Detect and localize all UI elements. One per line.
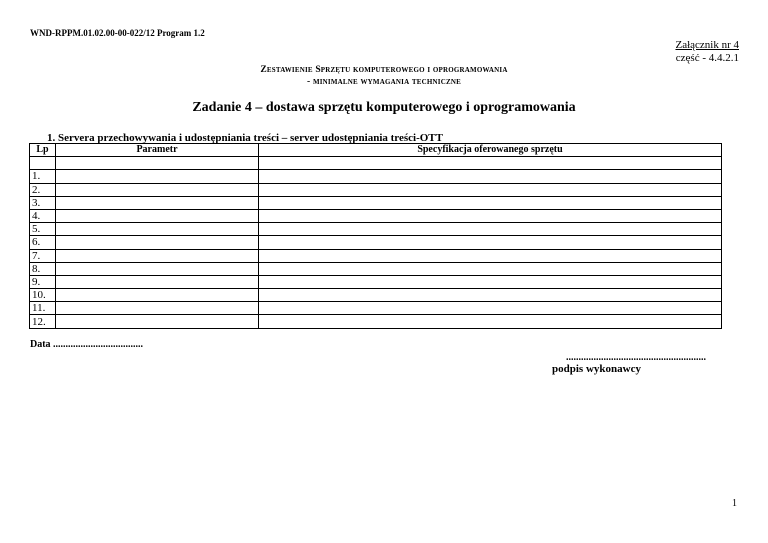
parametr-cell — [56, 289, 259, 302]
header-specyfikacja: Specyfikacja oferowanego sprzętu — [259, 144, 722, 157]
signature-label: podpis wykonawcy — [552, 363, 641, 375]
specyfikacja-cell — [259, 223, 722, 236]
table-header-row — [30, 144, 722, 157]
section-heading: 1. Servera przechowywania i udostępniania treści – server udostępniania treści-OTT — [47, 132, 443, 144]
table-row — [30, 196, 722, 209]
row-number: 3. — [30, 196, 56, 209]
header-lp: Lp — [30, 144, 56, 157]
row-number: 1. — [30, 170, 56, 183]
date-field: Data .................................... — [30, 339, 144, 350]
table-row — [30, 315, 722, 328]
task-heading: Zadanie 4 – dostawa sprzętu komputerowego i oprogramowania — [192, 100, 576, 115]
table-row — [30, 236, 722, 249]
specyfikacja-cell — [259, 170, 722, 183]
parametr-cell — [56, 315, 259, 328]
specyfikacja-cell — [259, 249, 722, 262]
table-row — [30, 170, 722, 183]
table-row — [30, 289, 722, 302]
parametr-cell — [56, 209, 259, 222]
row-number: 11. — [30, 302, 56, 315]
parametr-cell — [56, 196, 259, 209]
annex-number: Załącznik nr 4 — [675, 39, 739, 51]
table-row — [30, 262, 722, 275]
specyfikacja-cell — [259, 157, 722, 170]
row-number: 4. — [30, 209, 56, 222]
row-number: 8. — [30, 262, 56, 275]
specyfikacja-cell — [259, 262, 722, 275]
row-number: 2. — [30, 183, 56, 196]
specyfikacja-cell — [259, 236, 722, 249]
page-number: 1 — [732, 498, 737, 509]
specyfikacja-cell — [259, 196, 722, 209]
parametr-cell — [56, 262, 259, 275]
specification-table — [29, 143, 722, 329]
row-number: 7. — [30, 249, 56, 262]
row-number: 6. — [30, 236, 56, 249]
table-row — [30, 157, 722, 170]
table-row — [30, 302, 722, 315]
table-row — [30, 223, 722, 236]
specyfikacja-cell — [259, 289, 722, 302]
table-row — [30, 209, 722, 222]
parametr-cell — [56, 249, 259, 262]
annex-label — [675, 39, 739, 65]
parametr-cell — [56, 157, 259, 170]
row-number: 5. — [30, 223, 56, 236]
row-number: 10. — [30, 289, 56, 302]
title-line-1: Zestawienie Sprzętu komputerowego i oprogramowania — [260, 65, 508, 75]
title-line-2: - minimalne wymagania techniczne — [307, 77, 461, 87]
table-row — [30, 249, 722, 262]
table-row — [30, 275, 722, 288]
annex-part: część - 4.4.2.1 — [675, 52, 739, 64]
specyfikacja-cell — [259, 209, 722, 222]
parametr-cell — [56, 183, 259, 196]
parametr-cell — [56, 275, 259, 288]
parametr-cell — [56, 223, 259, 236]
signature-line: ........................................................ — [566, 352, 706, 363]
specyfikacja-cell — [259, 275, 722, 288]
document-title — [0, 64, 768, 88]
document-reference: WND-RPPM.01.02.00-00-022/12 Program 1.2 — [30, 28, 205, 38]
table-row — [30, 183, 722, 196]
row-number: 9. — [30, 275, 56, 288]
specyfikacja-cell — [259, 315, 722, 328]
row-number — [30, 157, 56, 170]
parametr-cell — [56, 170, 259, 183]
parametr-cell — [56, 236, 259, 249]
parametr-cell — [56, 302, 259, 315]
specyfikacja-cell — [259, 302, 722, 315]
row-number: 12. — [30, 315, 56, 328]
specyfikacja-cell — [259, 183, 722, 196]
header-parametr: Parametr — [56, 144, 259, 157]
